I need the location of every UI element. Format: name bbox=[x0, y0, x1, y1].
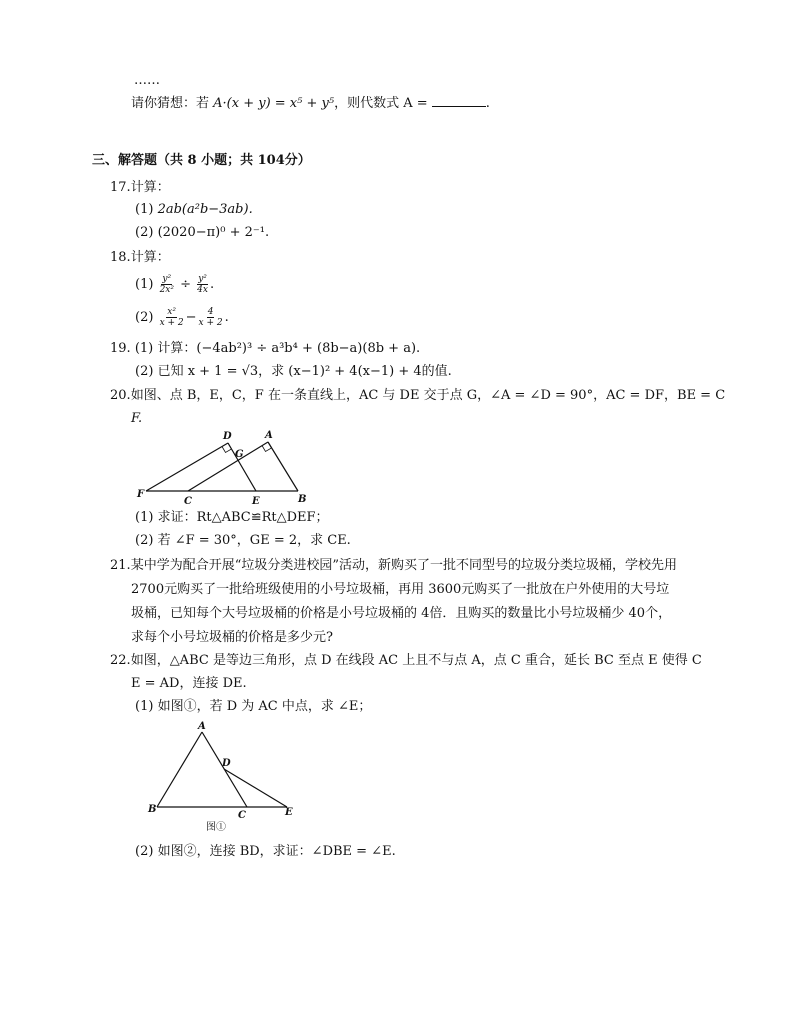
fraction: $\frac{\text{y²}}{\text{2x²}}$ bbox=[159, 274, 174, 295]
question-number: 20. bbox=[110, 388, 131, 403]
part-label: (1) bbox=[135, 202, 154, 217]
label-B: B bbox=[148, 804, 157, 815]
period: . bbox=[224, 310, 229, 325]
question-17-part-2 bbox=[135, 224, 269, 242]
question-17-stem bbox=[110, 179, 170, 197]
part-label: (2) bbox=[135, 533, 154, 548]
question-22-line-1 bbox=[110, 652, 702, 670]
line-AB bbox=[268, 442, 298, 491]
label-D: D bbox=[223, 431, 232, 442]
part-expression: (2020−π)⁰ + 2⁻¹. bbox=[157, 225, 270, 240]
question-20-line-1 bbox=[110, 387, 725, 405]
question-20-part-2 bbox=[135, 532, 351, 550]
section-title: 三、解答题（共 8 小题；共 104分） bbox=[92, 153, 311, 168]
part-label: (2) bbox=[135, 310, 154, 325]
question-text: 如图、点 B，E，C，F 在一条直线上，AC 与 DE 交于点 G，∠A = ∠D = 90°，AC = DF，BE = C bbox=[130, 388, 726, 403]
label-F: F bbox=[137, 489, 145, 500]
question-18-part-2 bbox=[135, 307, 229, 328]
question-18-part-1 bbox=[135, 274, 214, 295]
fraction: $\frac{\text{y²}}{4x}$ bbox=[197, 274, 208, 295]
question-stem: 计算： bbox=[130, 250, 170, 265]
question-number: 21. bbox=[110, 558, 131, 573]
line-AB bbox=[157, 732, 202, 807]
question-21-line-3: 圾桶，已知每个大号垃圾桶的价格是小号垃圾桶的 4倍．且购买的数量比小号垃圾桶少 40个， bbox=[131, 606, 672, 621]
label-C: C bbox=[184, 496, 192, 507]
line-FD bbox=[146, 443, 228, 491]
line-DE bbox=[224, 769, 287, 807]
question-text: 如图，△ABC 是等边三角形，点 D 在线段 AC 上且不与点 A，点 C 重合，延长 BC 至点 E 使得 C bbox=[130, 653, 702, 668]
label-C: C bbox=[238, 810, 246, 821]
part-label: (2) bbox=[135, 225, 154, 240]
guess-end: . bbox=[485, 96, 490, 111]
operator: − bbox=[185, 310, 197, 325]
label-G: G bbox=[235, 449, 244, 460]
part-label: (1) bbox=[135, 699, 154, 714]
guess-suffix: ，则代数式 A = bbox=[334, 96, 432, 111]
figure-q20 bbox=[136, 428, 316, 508]
part-text: 计算：(−4ab²)³ ÷ a³b⁴ + (8b−a)(8b + a). bbox=[157, 341, 421, 356]
question-21-line-2: 2700元购买了一批给班级使用的小号垃圾桶，再用 3600元购买了一批放在户外使用的大号垃 bbox=[131, 582, 670, 597]
label-E: E bbox=[252, 496, 260, 507]
part-expression: 2ab(a²b−3ab). bbox=[157, 202, 253, 217]
figure-caption: 图① bbox=[206, 822, 226, 833]
question-22-part-1 bbox=[135, 698, 371, 716]
question-text: 某中学为配合开展“垃圾分类进校园”活动，新购买了一批不同型号的垃圾分类垃圾桶，学校先用 bbox=[130, 558, 677, 573]
part-label: (1) bbox=[134, 341, 154, 356]
fraction: $\frac{4}{x + 2}$ bbox=[198, 307, 223, 328]
part-text: 如图①，若 D 为 AC 中点，求 ∠E； bbox=[157, 699, 372, 714]
label-D: D bbox=[222, 758, 231, 769]
line-CA bbox=[188, 442, 268, 491]
ellipsis: …… bbox=[134, 73, 160, 88]
question-22-line-2: E = AD，连接 DE. bbox=[131, 676, 247, 691]
question-17-part-1 bbox=[135, 201, 253, 219]
part-text: 求证：Rt△ABC≌Rt△DEF； bbox=[157, 510, 329, 525]
question-19-part-2 bbox=[135, 363, 452, 381]
part-label: (1) bbox=[135, 510, 154, 525]
question-20-line-2: F. bbox=[131, 411, 143, 426]
part-text: 已知 x + 1 = √3，求 (x−1)² + 4(x−1) + 4的值. bbox=[157, 364, 452, 379]
question-22-part-2 bbox=[135, 843, 396, 861]
period: . bbox=[209, 277, 215, 292]
part-text: 若 ∠F = 30°，GE = 2，求 CE. bbox=[157, 533, 351, 548]
question-number: 17. bbox=[110, 180, 131, 195]
part-label: (2) bbox=[135, 844, 154, 859]
question-19-part-1 bbox=[110, 340, 420, 358]
label-B: B bbox=[298, 494, 307, 505]
guess-expression: A·(x + y) = x⁵ + y⁵ bbox=[213, 96, 335, 111]
question-number: 19. bbox=[110, 341, 131, 356]
label-E: E bbox=[285, 807, 293, 818]
part-text: 如图②，连接 BD，求证：∠DBE = ∠E. bbox=[157, 844, 396, 859]
question-21-line-1 bbox=[110, 557, 677, 575]
fraction: $\frac{\text{x²}}{x + 2}$ bbox=[159, 307, 184, 328]
answer-blank[interactable] bbox=[432, 94, 486, 107]
question-stem: 计算： bbox=[130, 180, 170, 195]
question-20-part-1 bbox=[135, 509, 329, 527]
label-A: A bbox=[265, 430, 273, 441]
part-label: (2) bbox=[135, 364, 154, 379]
part-label: (1) bbox=[135, 277, 154, 292]
label-A: A bbox=[198, 721, 206, 732]
question-21-line-4: 求每个小号垃圾桶的价格是多少元? bbox=[131, 630, 333, 645]
figure-q22 bbox=[144, 718, 304, 836]
operator: ÷ bbox=[175, 277, 196, 292]
guess-prefix: 请你猜想：若 bbox=[131, 96, 214, 111]
question-18-stem bbox=[110, 249, 170, 267]
question-number: 22. bbox=[110, 653, 131, 668]
question-number: 18. bbox=[110, 250, 131, 265]
guess-line bbox=[131, 94, 490, 113]
